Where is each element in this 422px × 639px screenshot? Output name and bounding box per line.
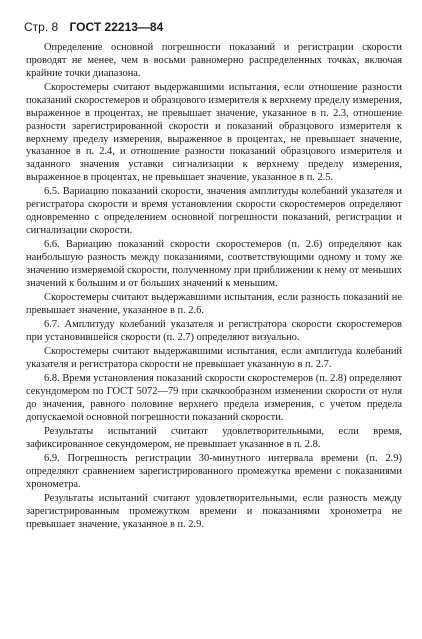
paragraph-intro: Определение основной погрешности показаний и регистрации скорости проводят не менее, чем в восьми равномерно распределенных точках, включая крайние точки диапазона. xyxy=(26,42,402,79)
body-text xyxy=(26,42,402,533)
paragraph-criteria-settling-time: Результаты испытаний считают удовлетворительными, если время, зафиксированное секундомером, не превышает указанное в п. 2.8. xyxy=(26,425,402,450)
paragraph-criteria-time-registration: Результаты испытаний считают удовлетворительными, если разность между зарегистрированным промежутком времени и показаниями хронометра не превышает значение, указанное в п. 2.9. xyxy=(26,492,402,530)
paragraph-6-9: 6.9. Погрешность регистрации 30-минутного интервала времени (п. 2.9) определяют сравнением зарегистрированного промежутка времени с показаниями хронометра. xyxy=(26,452,402,490)
page-header xyxy=(24,20,404,34)
paragraph-6-8: 6.8. Время установления показаний скорости скоростемеров (п. 2.8) определяют секундомером по ГОСТ 5072—79 при скачкообразном изменении скорости от нуля до значения, равного половине верхнего предела измерения, с учетом предела допускаемой основной погрешности показаний скорости. xyxy=(26,372,402,423)
standard-designation: ГОСТ 22213—84 xyxy=(69,20,164,34)
paragraph-criteria-accuracy: Скоростемеры считают выдержавшими испытания, если отношение разности показаний скоростемеров и образцового измерителя к верхнему пределу измерения, выраженное в процентах, не превышает значение, указанное в п. 2.3, отношение разности зарегистрированной скорости и показаний образцового измерителя к верхнему пределу измерения, выраженное в процентах, не превышает значение, указанное в п. 2.4, и отношение разности показаний образцового измерителя и заданного значения уставки сигнализации к верхнему пределу измерения, выраженное в процентах, не превышает значение, указанное в п. 2.5. xyxy=(26,81,402,184)
paragraph-criteria-variation: Скоростемеры считают выдержавшими испытания, если разность показаний не превышает значение, указанное в п. 2.6. xyxy=(26,291,402,316)
page-number: Стр. 8 xyxy=(24,20,59,34)
paragraph-6-5: 6.5. Вариацию показаний скорости, значения амплитуды колебаний указателя и регистратора скорости и время установления скорости скоростемеров определяют одновременно с определением основной погрешности показаний, регистрации и сигнализации скорости. xyxy=(26,186,402,237)
paragraph-criteria-amplitude: Скоростемеры считают выдержавшими испытания, если амплитуда колебаний указателя и регистратора скорости не превышает указанную в п. 2.7. xyxy=(26,345,402,370)
paragraph-6-6: 6.6. Вариацию показаний скорости скоростемеров (п. 2.6) определяют как наибольшую разность между показаниями, соответствующими одному и тому же значению измеряемой скорости, полученному при приближении к нему от меньших значений к большим и от больших значений к меньшим. xyxy=(26,239,402,289)
paragraph-6-7: 6.7. Амплитуду колебаний указателя и регистратора скорости скоростемеров при установившейся скорости (п. 2.7) определяют визуально. xyxy=(26,318,402,343)
